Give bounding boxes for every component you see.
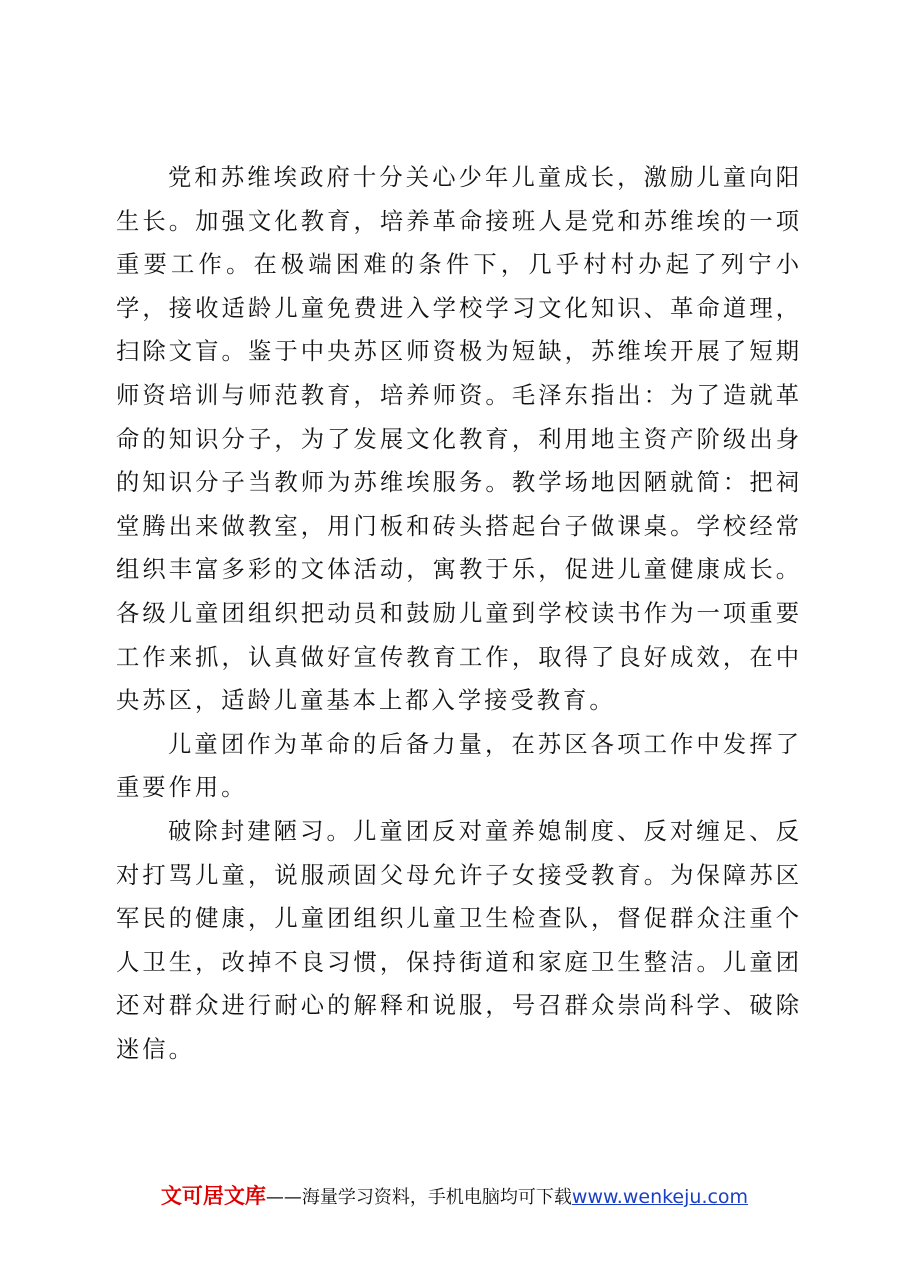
brand-name: 文可居文库 xyxy=(160,1184,266,1208)
footer-tagline: ——海量学习资料，手机电脑均可下载 xyxy=(265,1187,572,1208)
document-body xyxy=(116,156,802,1071)
website-link[interactable]: www.wenkeju.com xyxy=(571,1186,749,1208)
paragraph-feudal-customs: 破除封建陋习。儿童团反对童养媳制度、反对缠足、反对打骂儿童，说服顽固父母允许子女接受教育。为保障苏区军民的健康，儿童团组织儿童卫生检查队，督促群众注重个人卫生，改掉不良习惯，保持街道和家庭卫生整洁。儿童团还对群众进行耐心的解释和说服，号召群众崇尚科学、破除迷信。 xyxy=(116,817,802,1063)
footer-banner xyxy=(0,1182,909,1212)
paragraph-children-corps-role: 儿童团作为革命的后备力量，在苏区各项工作中发挥了重要作用。 xyxy=(116,730,802,802)
paragraph-education: 党和苏维埃政府十分关心少年儿童成长，激励儿童向阳生长。加强文化教育，培养革命接班人是党和苏维埃的一项重要工作。在极端困难的条件下，几乎村村办起了列宁小学，接收适龄儿童免费进入学校学习文化知识、革命道理，扫除文盲。鉴于中央苏区师资极为短缺，苏维埃开展了短期师资培训与师范教育，培养师资。毛泽东指出：为了造就革命的知识分子，为了发展文化教育，利用地主资产阶级出身的知识分子当教师为苏维埃服务。教学场地因陋就简：把祠堂腾出来做教室，用门板和砖头搭起台子做课桌。学校经常组织丰富多彩的文体活动，寓教于乐，促进儿童健康成长。各级儿童团组织把动员和鼓励儿童到学校读书作为一项重要工作来抓，认真做好宣传教育工作，取得了良好成效，在中央苏区，适龄儿童基本上都入学接受教育。 xyxy=(116,164,802,715)
